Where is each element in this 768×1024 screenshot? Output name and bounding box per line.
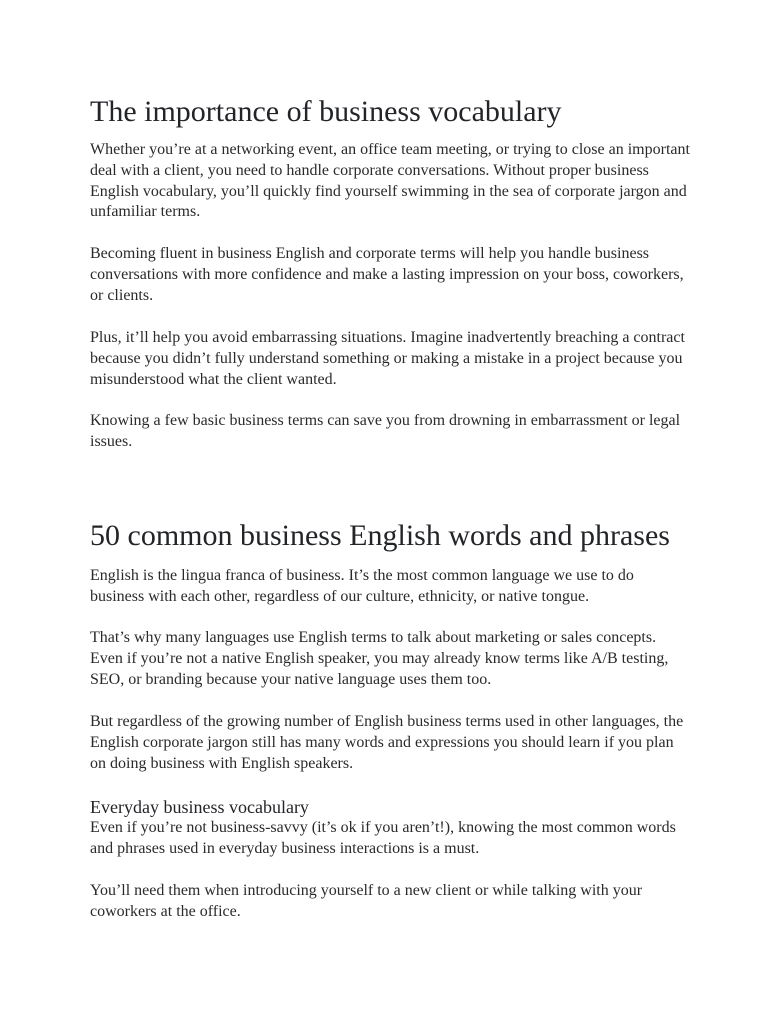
paragraph: Whether you’re at a networking event, an office team meeting, or trying to close an important deal with a client, you need to handle corporate conversations. Without proper business English vocabulary, you’ll quickly find yourself swimming in the sea of corporate jargon and unfamiliar terms. <box>90 141 690 221</box>
paragraph: Becoming fluent in business English and corporate terms will help you handle business conversations with more confidence and make a lasting impression on your boss, coworkers, or clients. <box>90 245 684 304</box>
subsection-heading-everyday-vocabulary: Everyday business vocabulary <box>90 797 309 817</box>
paragraph: Plus, it’ll help you avoid embarrassing situations. Imagine inadvertently breaching a contract because you didn’t fully understand something or making a mistake in a project because you misunderstood what the client wanted. <box>90 329 685 388</box>
paragraph: Knowing a few basic business terms can save you from drowning in embarrassment or legal issues. <box>90 412 681 450</box>
paragraph: English is the lingua franca of business. It’s the most common language we use to do business with each other, regardless of our culture, ethnicity, or native tongue. <box>90 567 634 605</box>
paragraph: But regardless of the growing number of English business terms used in other languages, the English corporate jargon still has many words and expressions you should learn if you plan on doing business with English speakers. <box>90 713 684 772</box>
section-heading-common-phrases: 50 common business English words and phrases <box>90 519 670 552</box>
paragraph: That’s why many languages use English terms to talk about marketing or sales concepts. Even if you’re not a native English speaker, you may already know terms like A/B testing, SEO, or branding because your native language uses them too. <box>90 629 669 688</box>
paragraph: Even if you’re not business-savvy (it’s ok if you aren’t!), knowing the most common words and phrases used in everyday business interactions is a must. <box>90 819 676 857</box>
paragraph: You’ll need them when introducing yourself to a new client or while talking with your coworkers at the office. <box>90 882 643 920</box>
section-heading-importance: The importance of business vocabulary <box>90 95 562 128</box>
